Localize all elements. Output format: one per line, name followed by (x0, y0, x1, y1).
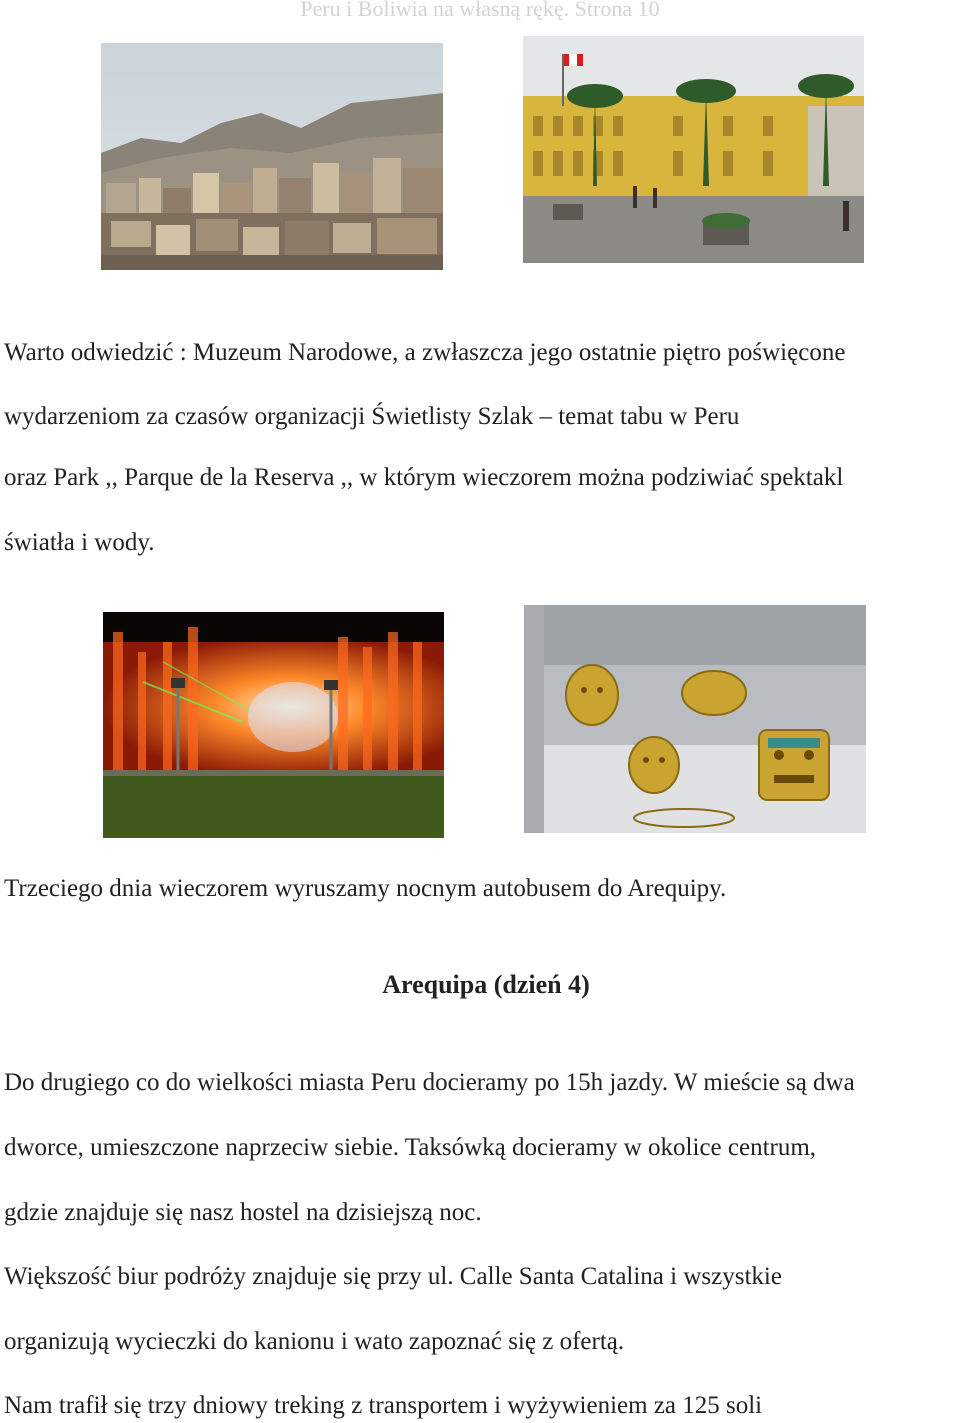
photo-fountains (103, 612, 444, 838)
photo-gold-masks (524, 605, 866, 833)
paragraph3-line-3: gdzie znajduje się nasz hostel na dzisiejszą noc. (4, 1199, 482, 1226)
section-heading: Arequipa (dzień 4) (382, 970, 590, 999)
page-header: Peru i Boliwia na własną rękę. Strona 10 (300, 0, 660, 21)
paragraph1-line-2: wydarzeniom za czasów organizacji Świetlisty Szlak – temat tabu w Peru (4, 403, 740, 430)
paragraph2: Trzeciego dnia wieczorem wyruszamy nocnym autobusem do Arequipy. (4, 875, 727, 902)
photo-plaza (523, 36, 864, 263)
paragraph3-line-6: Nam trafił się trzy dniowy treking z transportem i wyżywieniem za 125 soli (4, 1392, 763, 1419)
paragraph3-line-1: Do drugiego co do wielkości miasta Peru docieramy po 15h jazdy. W mieście są dwa (4, 1069, 855, 1096)
paragraph1-line-4: światła i wody. (4, 529, 155, 556)
paragraph3-line-4: Większość biur podróży znajduje się przy ul. Calle Santa Catalina i wszystkie (4, 1263, 782, 1290)
paragraph1-line-3: oraz Park ,, Parque de la Reserva ,, w którym wieczorem można podziwiać spektakl (4, 464, 844, 491)
photo-lima-hills (101, 43, 443, 270)
paragraph1-line-1: Warto odwiedzić : Muzeum Narodowe, a zwłaszcza jego ostatnie piętro poświęcone (4, 339, 846, 366)
paragraph3-line-5: organizują wycieczki do kanionu i wato zapoznać się z ofertą. (4, 1328, 625, 1355)
paragraph3-line-2: dworce, umieszczone naprzeciw siebie. Taksówką docieramy w okolice centrum, (4, 1134, 817, 1161)
